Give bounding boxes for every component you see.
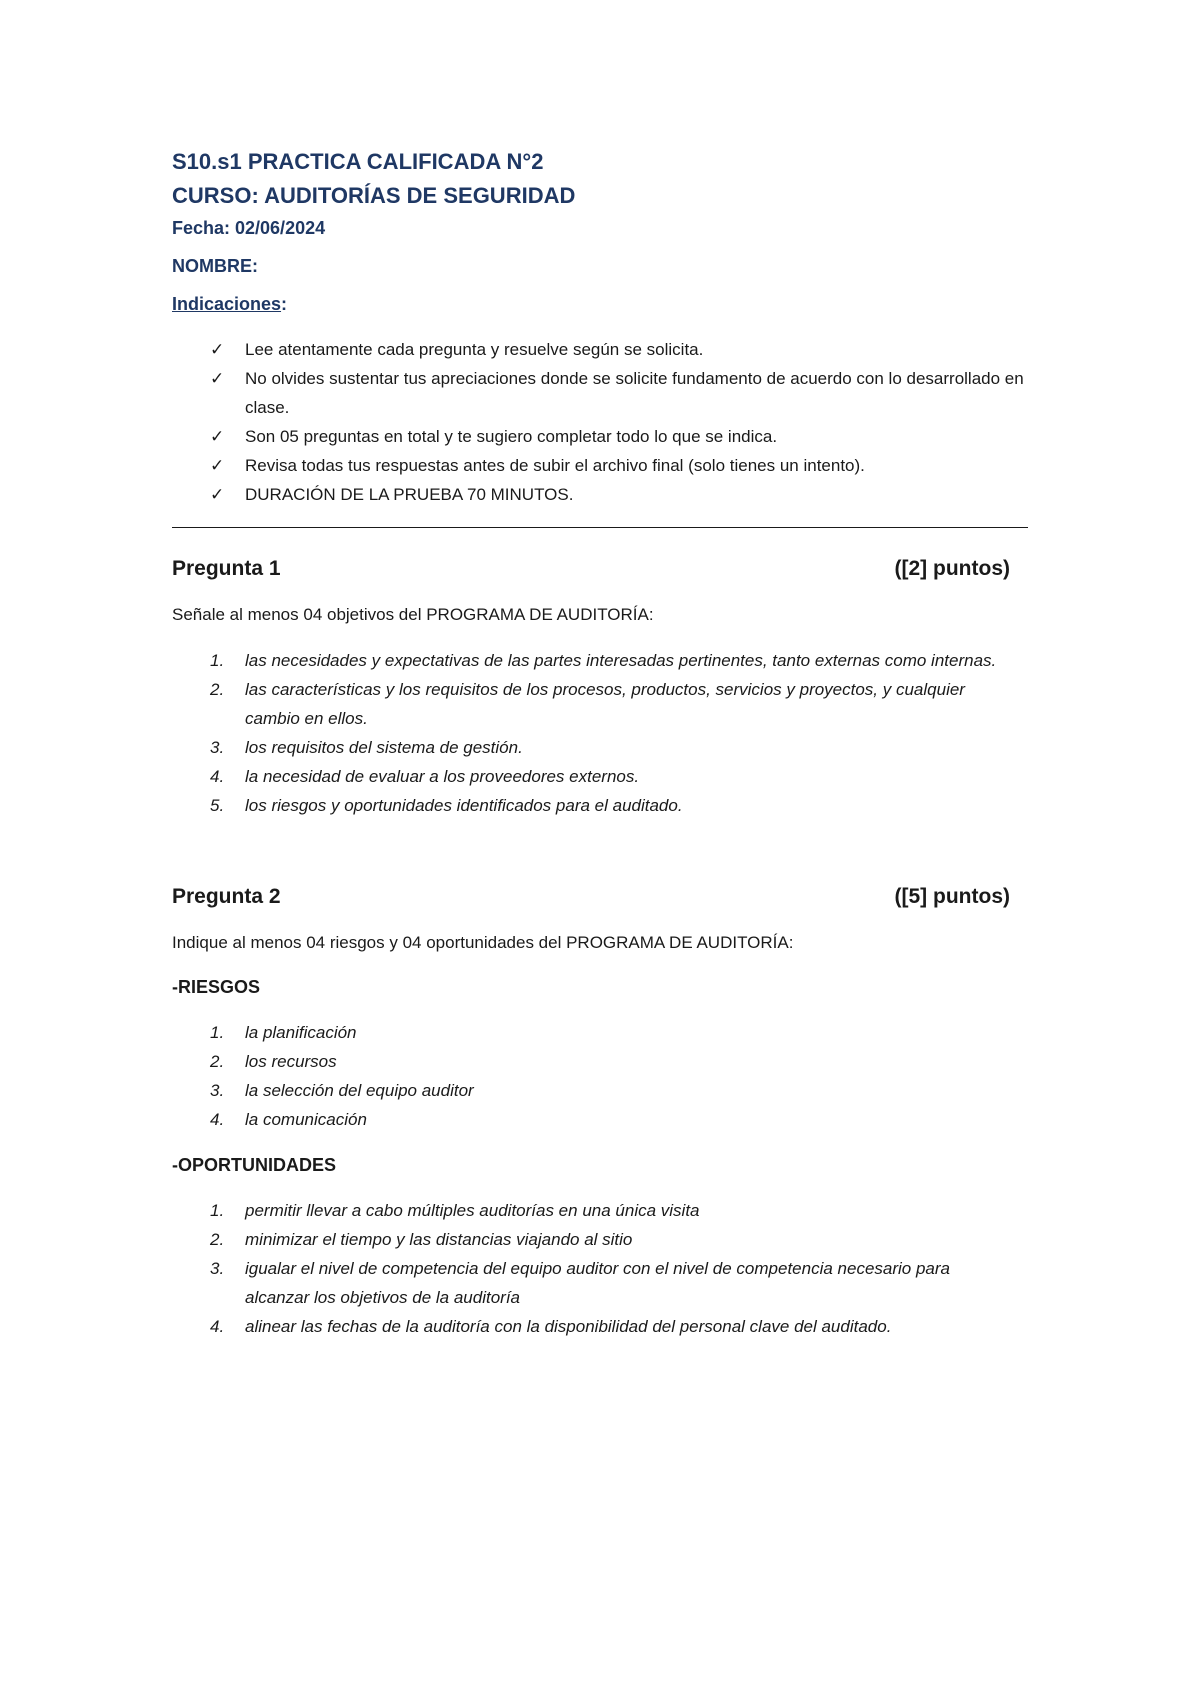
list-item: 2. minimizar el tiempo y las distancias viajando al sitio bbox=[210, 1230, 633, 1249]
list-item: 3. igualar el nivel de competencia del equipo auditor con el nivel de competencia necesario para alcanzar los objetivos de la auditoría bbox=[210, 1259, 951, 1307]
check-icon: ✓ bbox=[210, 427, 225, 446]
list-item: 3. los requisitos del sistema de gestión. bbox=[210, 738, 523, 757]
check-icon: ✓ bbox=[210, 369, 225, 388]
list-item: 3. la selección del equipo auditor bbox=[210, 1081, 474, 1100]
question-2-prompt: Indique al menos 04 riesgos y 04 oportunidades del PROGRAMA DE AUDITORÍA: bbox=[172, 933, 794, 952]
question-1-title: Pregunta 1 bbox=[172, 557, 281, 580]
list-item: 1. la planificación bbox=[210, 1023, 357, 1042]
separator-line bbox=[172, 527, 1028, 528]
check-icon: ✓ bbox=[210, 340, 225, 359]
list-item: 2. las características y los requisitos de los procesos, productos, servicios y proyectos, y cualquier cambio en ellos. bbox=[210, 680, 965, 728]
list-item: ✓ Son 05 preguntas en total y te sugiero completar todo lo que se indica. bbox=[172, 422, 1032, 451]
list-item: 4. la necesidad de evaluar a los proveedores externos. bbox=[210, 767, 640, 786]
question-1-answers bbox=[172, 646, 1032, 820]
risks-list bbox=[172, 1018, 1032, 1134]
instructions-colon: : bbox=[281, 294, 288, 314]
opportunities-heading: -OPORTUNIDADES bbox=[172, 1155, 337, 1175]
question-2-points: ([5] puntos) bbox=[894, 885, 1010, 908]
document-title: S10.s1 PRACTICA CALIFICADA N°2 bbox=[172, 149, 544, 174]
risks-heading: -RIESGOS bbox=[172, 977, 261, 997]
list-item: 4. alinear las fechas de la auditoría con la disponibilidad del personal clave del auditado. bbox=[210, 1317, 892, 1336]
list-item: 1. permitir llevar a cabo múltiples auditorías en una única visita bbox=[210, 1201, 700, 1220]
date-line: Fecha: 02/06/2024 bbox=[172, 218, 326, 238]
document-page bbox=[172, 145, 1032, 1341]
question-1-points: ([2] puntos) bbox=[894, 557, 1010, 580]
list-item: ✓ No olvides sustentar tus apreciaciones donde se solicite fundamento de acuerdo con lo desarrollado en clase. bbox=[172, 364, 1032, 422]
instructions-heading bbox=[172, 291, 1032, 317]
list-item: ✓ DURACIÓN DE LA PRUEBA 70 MINUTOS. bbox=[172, 480, 1032, 509]
instructions-label: Indicaciones bbox=[172, 294, 282, 314]
question-2-header bbox=[172, 882, 1010, 912]
list-item: 2. los recursos bbox=[210, 1052, 337, 1071]
question-1-header bbox=[172, 554, 1010, 584]
question-1-prompt: Señale al menos 04 objetivos del PROGRAMA DE AUDITORÍA: bbox=[172, 605, 654, 624]
instructions-list bbox=[172, 335, 1032, 509]
opportunities-list bbox=[172, 1196, 1032, 1341]
list-item: 5. los riesgos y oportunidades identificados para el auditado. bbox=[210, 796, 683, 815]
list-item: ✓ Lee atentamente cada pregunta y resuelve según se solicita. bbox=[172, 335, 1032, 364]
question-2-title: Pregunta 2 bbox=[172, 885, 281, 908]
name-label: NOMBRE: bbox=[172, 256, 258, 276]
list-item: 1. las necesidades y expectativas de las partes interesadas pertinentes, tanto externas como internas. bbox=[210, 651, 997, 670]
list-item: 4. la comunicación bbox=[210, 1110, 367, 1129]
list-item: ✓ Revisa todas tus respuestas antes de subir el archivo final (solo tienes un intento). bbox=[172, 451, 1032, 480]
course-title: CURSO: AUDITORÍAS DE SEGURIDAD bbox=[172, 183, 576, 208]
check-icon: ✓ bbox=[210, 485, 225, 504]
check-icon: ✓ bbox=[210, 456, 225, 475]
